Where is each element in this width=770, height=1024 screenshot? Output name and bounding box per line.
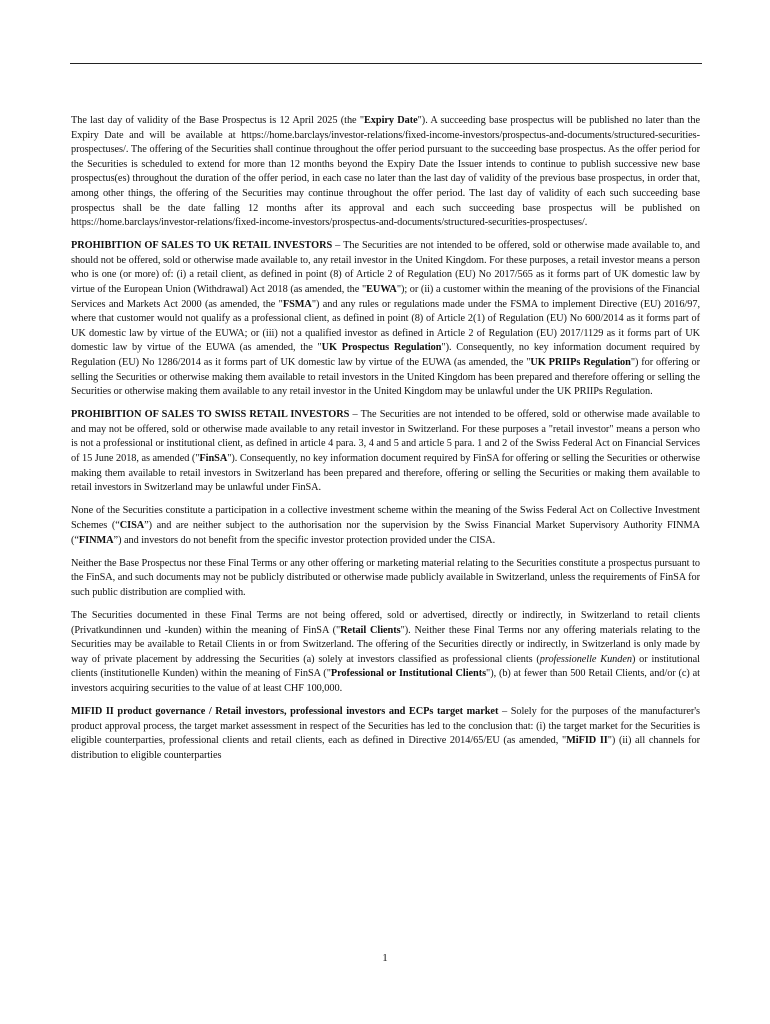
paragraph-text: – Solely for the purposes of the manufacturer's product approval process, the target market assessment in respect of the Securities has led to the conclusion that: (i) the target market for the Securities is eligible counterparties, professional clients and retail clients, each as defined in Directive 2014/65/EU (as amended, " [71,705,700,747]
paragraph [71,114,700,231]
bold-text: MiFID II [566,735,608,747]
paragraph-text: – The Securities are not intended to be offered, sold or otherwise made available to, and should not be offered, sold or otherwise made available to, any retail investor in the United Kingdom. For these purposes, a retail investor means a person who is one (or more) of: (i) a retail client, as defined in point (8) of Article 2 of Regulation (EU) No 2017/565 as it forms part of UK domestic law by virtue of the European Union (Withdrawal) Act 2018 (as amended, the " [71,240,700,296]
bold-text: FINMA [78,534,114,546]
paragraph-text: ") and any rules or regulations made under the FSMA to implement Directive (EU) 2016/97, where that customer would not qualify as a professional client, as defined in point (8) of Article 2(1) of Regulation (EU) No 600/2014 as it forms part of UK domestic law by virtue of the EUWA; or (iii) not a qualified investor as defined in Article 2 of Regulation (EU) 2017/1129 as it forms part of UK domestic law by virtue of the EUWA (as amended, the " [71,298,701,354]
paragraph [71,557,700,601]
paragraph-text: ") for offering or selling the Securities or otherwise making them available to retail investors in the United Kingdom has been prepared and therefore offering or selling the Securities or otherwise making them available to any retail investor in the United Kingdom may be unlawful under the UK PRIIPs Regulation. [71,357,700,398]
bold-text: CISA [119,519,145,531]
paragraph-text: "), (b) at fewer than 500 Retail Clients, and/or (c) at investors acquiring securities to the value of at least CHF 100,000. [71,668,700,694]
bold-text: FSMA [282,298,312,310]
paragraph-text: Neither the Base Prospectus nor these Final Terms or any other offering or marketing material relating to the Securities constitute a prospectus pursuant to the FinSA, and such documents may not be publicly distributed or otherwise made publicly available in Switzerland, unless the requirements of FinSA for such public distribution are complied with. [71,557,700,598]
paragraph-text: "). Neither these Final Terms nor any offering materials relating to the Securities may be available to Retail Clients in or from Switzerland. The offering of the Securities directly or indirectly, in Switzerland is only made by way of private placement by addressing the Securities (a) solely at investors classified as professional clients ( [71,624,700,665]
paragraph-text: ”) and are neither subject to the authorisation nor the supervision by the Swiss Financial Market Supervisory Authority FINMA (“ [71,519,700,546]
header-rule [70,63,702,64]
paragraph [71,239,700,400]
paragraph-text: – The Securities are not intended to be offered, sold or otherwise made available to and may not be offered, sold or otherwise made available to any retail investor in Switzerland. For these purposes a "retail investor" means a person who is not a professional or institutional client, as defined in article 4 para. 3, 4 and 5 and article 5 para. 1 and 2 of the Swiss Federal Act on Financial Services of 15 June 2018, as amended (" [71,409,700,465]
italic-text: professionelle Kunden [539,653,632,665]
bold-text: Professional or Institutional Clients [330,668,487,680]
paragraph [71,705,700,763]
bold-text: PROHIBITION OF SALES TO SWISS RETAIL INVESTORS [71,409,350,421]
paragraph-text: "); or (ii) a customer within the meaning of the provisions of the Financial Services and Markets Act 2000 (as amended, the " [71,284,700,310]
bold-text: PROHIBITION OF SALES TO UK RETAIL INVESTORS [71,240,333,252]
bold-text: FinSA [199,453,228,465]
bold-text: MIFID II product governance / Retail investors, professional investors and ECPs target market [71,705,499,717]
paragraph-text: ”) and investors do not benefit from the specific investor protection provided under the CISA. [113,534,496,546]
paragraph-text: ") (ii) all channels for distribution to eligible counterparties [71,735,700,761]
bold-text: UK Prospectus Regulation [321,342,442,354]
paragraph [71,504,700,548]
bold-text: Expiry Date [363,115,418,126]
paragraph-text: None of the Securities constitute a participation in a collective investment scheme within the meaning of the Swiss Federal Act on Collective Investment Schemes (“ [71,505,700,531]
document-body [71,114,700,772]
paragraph [71,609,700,697]
paragraph-text: "). Consequently, no key information document required by FinSA for offering or selling the Securities or otherwise making them available to retail investors in Switzerland has been prepared and therefore, offering or selling the Securities or making them available to retail investors in Switzerland may be unlawful under FinSA. [71,453,700,494]
bold-text: EUWA [366,284,397,296]
bold-text: Retail Clients [340,624,401,636]
paragraph-text: The Securities documented in these Final Terms are not being offered, sold or advertised, directly or indirectly, in Switzerland to retail clients (Privatkundinnen und -kunden) within the meaning of FinSA (" [71,609,700,636]
paragraph-text: ) or institutional clients (institutionelle Kunden) within the meaning of FinSA (" [71,653,700,680]
page-number: 1 [382,952,388,964]
paragraph [71,408,700,496]
paragraph-text: "). A succeeding base prospectus will be published no later than the Expiry Date and will be available at https://home.barclays/investor-relations/fixed-income-investors/prospectus-and-documents/structured-securities-prospectuses/. The offering of the Securities shall continue throughout the offer period pursuant to the succeeding base prospectus. As the offer period for the Securities is scheduled to extend for more than 12 months beyond the Expiry Date the Issuer intends to continue to publish successive new base prospectus(es) throughout the duration of the offer period, in each case no later than the last day of validity of the previous base prospectus, in order that, among other things, the offering of the Securities may continue throughout the offer period. The last day of validity of each such succeeding base prospectus shall be the date falling 12 months after its approval and each such succeeding base prospectus will be published on https://home.barclays/investor-relations/fixed-income-investors/prospectus-and-documents/structured-securities-prospectuses/. [71,115,700,229]
paragraph-text: The last day of validity of the Base Prospectus is 12 April 2025 (the " [71,115,364,126]
bold-text: UK PRIIPs Regulation [530,357,631,368]
paragraph-text: "). Consequently, no key information document required by Regulation (EU) No 1286/2014 as it forms part of UK domestic law by virtue of the EUWA (as amended, the " [71,342,700,368]
